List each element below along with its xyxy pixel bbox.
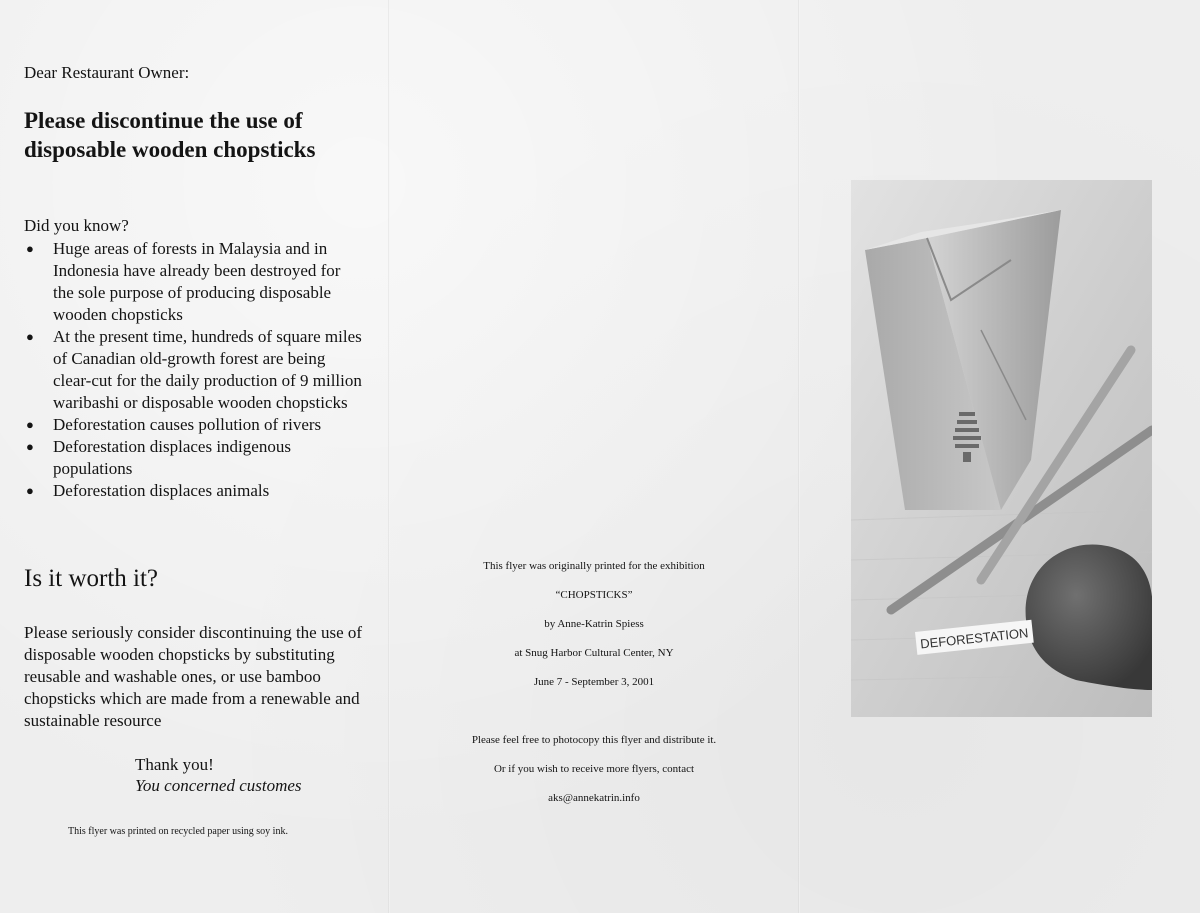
- contact-email: aks@annekatrin.info: [548, 792, 640, 804]
- bullet-icon: ●: [26, 483, 34, 498]
- right-panel: [799, 0, 1200, 913]
- exhibition-note: This flyer was originally printed for the exhibition: [483, 560, 705, 572]
- artist-name: by Anne-Katrin Spiess: [544, 618, 644, 630]
- exhibition-dates: June 7 - September 3, 2001: [533, 676, 655, 688]
- fact-text: Deforestation displaces indigenous populations: [53, 437, 291, 478]
- deforestation-photo: [851, 180, 1152, 717]
- fact-text: At the present time, hundreds of square miles of Canadian old-growth forest are being clear-cut for the daily production of 9 million waribashi or disposable wooden chopsticks: [53, 327, 362, 412]
- bullet-icon: ●: [26, 241, 34, 256]
- fact-item: [24, 436, 364, 480]
- salutation: Dear Restaurant Owner:: [24, 63, 190, 82]
- fact-item: [24, 326, 364, 414]
- facts-list: [24, 238, 364, 502]
- bullet-icon: ●: [26, 417, 34, 432]
- fact-item: [24, 238, 364, 326]
- deforestation-label: DEFORESTATION: [915, 620, 1033, 655]
- exhibition-title: “CHOPSTICKS”: [555, 589, 633, 601]
- photocopy-note: Please feel free to photocopy this flyer and distribute it.: [471, 734, 717, 746]
- left-panel: [0, 0, 389, 913]
- more-flyers-note: Or if you wish to receive more flyers, contact: [493, 763, 695, 775]
- fact-text: Deforestation causes pollution of rivers: [53, 415, 322, 434]
- fact-text: Deforestation displaces animals: [53, 481, 270, 500]
- did-you-know-heading: Did you know?: [24, 216, 129, 235]
- bullet-icon: ●: [26, 329, 34, 344]
- fact-text: Huge areas of forests in Malaysia and in Indonesia have already been destroyed for the sole purpose of producing disposable wooden chopsticks: [53, 239, 341, 324]
- signature: You concerned customes: [135, 776, 302, 795]
- bullet-icon: ●: [26, 439, 34, 454]
- fact-item: [24, 414, 364, 436]
- headline: Please discontinue the use of disposable wooden chopsticks: [24, 108, 316, 162]
- recycled-note: This flyer was printed on recycled paper using soy ink.: [68, 826, 288, 837]
- fact-item: [24, 480, 364, 502]
- middle-panel: [389, 0, 799, 913]
- thanks-text: Thank you!: [135, 755, 214, 774]
- appeal-paragraph: Please seriously consider discontinuing the use of disposable wooden chopsticks by substituting reusable and washable ones, or use bamboo chopsticks which are made from a renewable and sustainable resource: [24, 623, 363, 730]
- venue: at Snug Harbor Cultural Center, NY: [514, 647, 674, 659]
- question-heading: Is it worth it?: [24, 565, 159, 592]
